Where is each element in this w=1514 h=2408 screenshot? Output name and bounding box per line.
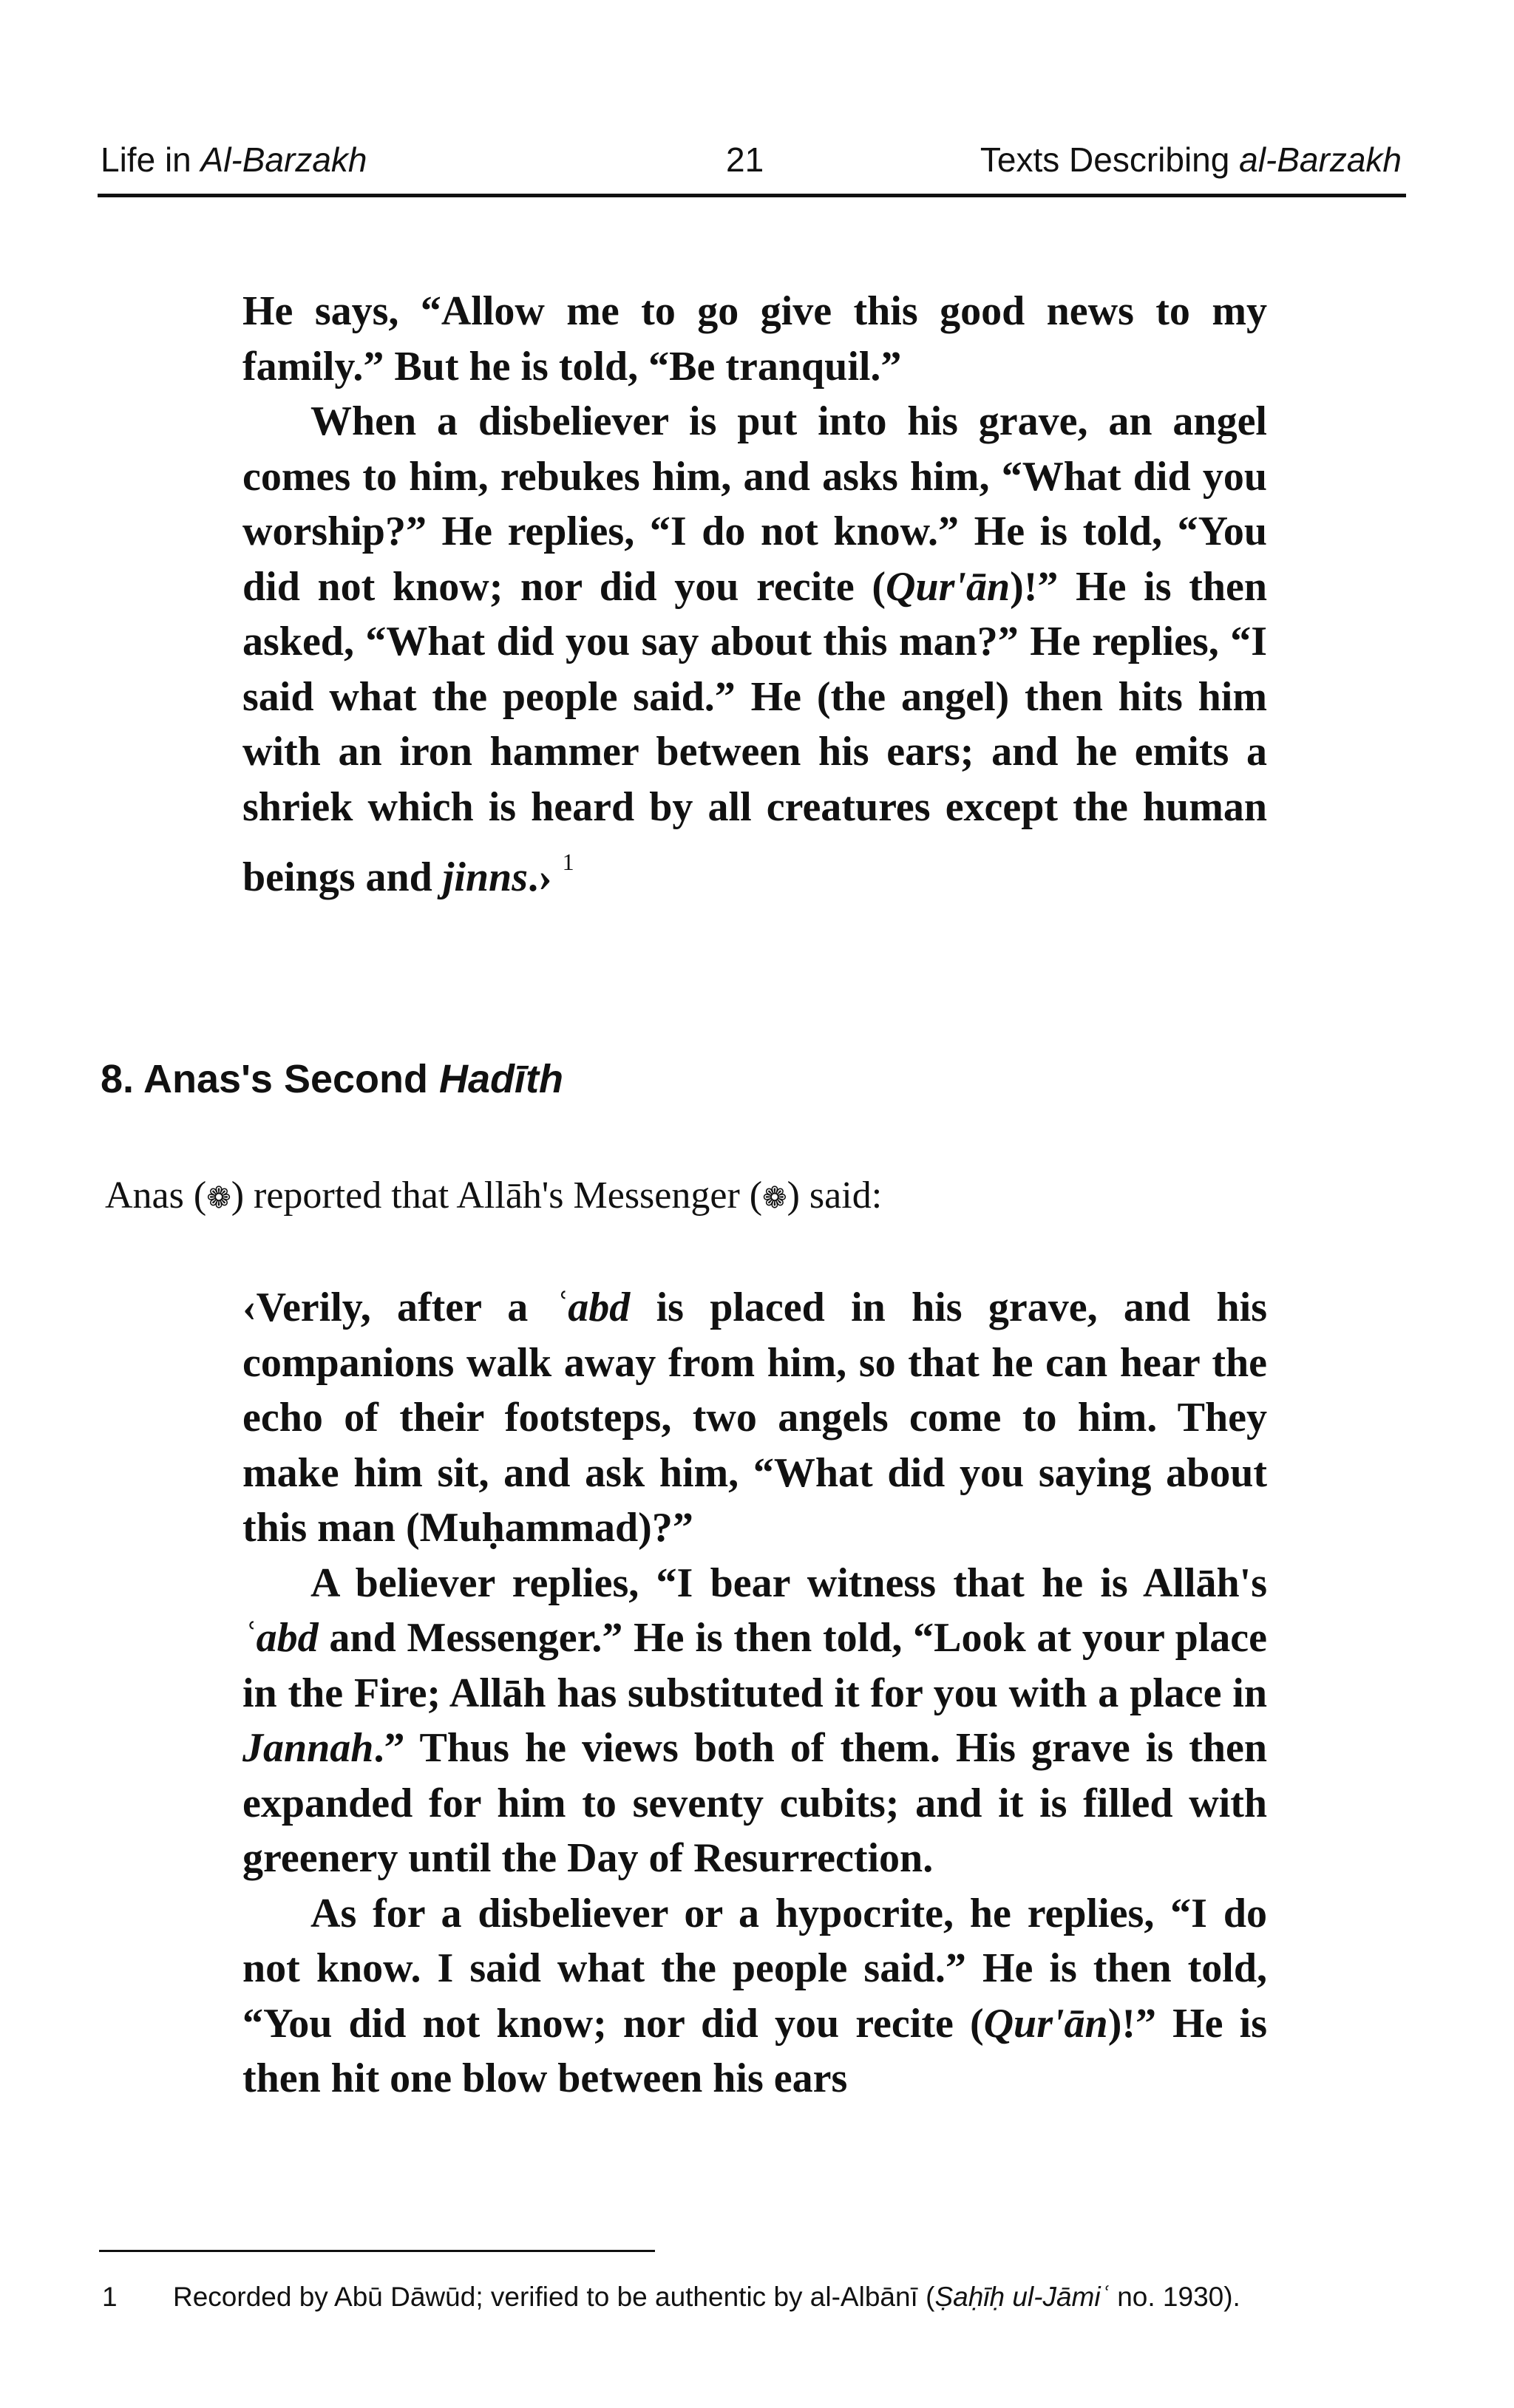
- honorific-glyph-icon: ❁: [762, 1181, 787, 1214]
- hadith-para-1: [242, 1280, 1267, 1556]
- italic-term: Qur'ān: [983, 2000, 1108, 2047]
- italic-term: Jannah: [242, 1725, 374, 1771]
- italic-term: Qur'ān: [886, 563, 1011, 610]
- text-run: When a disbeliever is put into his grave, an angel comes to him, rebukes him, and asks him, “What did you worship?” He replies, “I do not know.” He is told, “You did not know; nor did you recite (: [242, 398, 1267, 610]
- header-book-title: [101, 130, 367, 189]
- quote-para-2: [242, 394, 1267, 905]
- italic-term: Ṣaḥīḥ ul-Jāmiʿ: [934, 2282, 1110, 2312]
- text-run: .›: [528, 854, 552, 900]
- quote-block-1: [242, 284, 1267, 905]
- quote-block-2: [242, 1280, 1267, 2106]
- header-title-italic: Al-Barzakh: [200, 140, 367, 179]
- hadith-para-2: [242, 1556, 1267, 1886]
- text-run: Recorded by Abū Dāwūd; verified to be authentic by al-Albānī (: [173, 2282, 935, 2312]
- footnote-rule: [99, 2250, 655, 2252]
- text-run: is placed in his grave, and his companions walk away from him, so that he can hear the echo of their footsteps, two angels come to him. They make him sit, and ask him, “What did you saying about this man (Muḥammad)?”: [242, 1285, 1268, 1551]
- hadith-para-3: [242, 1886, 1267, 2106]
- section-heading: [101, 1050, 563, 1109]
- running-header: [101, 130, 1402, 189]
- text-run: As for a disbeliever or a hypocrite, he replies, “I do not know. I said what the people said.” He is then told, “You did not know; nor did you recite (: [242, 1890, 1267, 2047]
- italic-term: jinns: [442, 854, 528, 900]
- header-title-plain: Life in: [101, 140, 201, 179]
- footnote-number: 1: [102, 2282, 118, 2312]
- quote-para-1: He says, “Allow me to go give this good news to my family.” But he is told, “Be tranquil.”: [242, 288, 1267, 390]
- footnote-text: [173, 2276, 1403, 2318]
- page-number: 21: [726, 140, 764, 179]
- heading-text: 8. Anas's Second: [101, 1057, 439, 1101]
- text-run: ‹Verily, after a: [242, 1285, 554, 1330]
- header-chapter-title: [980, 130, 1402, 189]
- honorific-glyph-icon: ❁: [206, 1181, 231, 1214]
- text-run: no. 1930).: [1109, 2282, 1240, 2312]
- footnote-reference[interactable]: 1: [562, 848, 574, 875]
- header-chapter-italic: al-Barzakh: [1239, 140, 1402, 179]
- text-run: and Messenger.” He is then told, “Look at your place in the Fire; Allāh has substituted it for you with a place in: [242, 1615, 1267, 1716]
- text-run: )!” He is then hit one blow between his ears: [242, 2000, 1268, 2101]
- header-rule: [98, 194, 1406, 197]
- narration-intro: [105, 1166, 1406, 1228]
- text-run: A believer replies, “I bear witness that he is Allāh's: [310, 1560, 1267, 1606]
- header-chapter-plain: Texts Describing: [980, 140, 1240, 179]
- italic-term: ʿabd: [554, 1285, 631, 1330]
- text-run: Anas (: [105, 1174, 207, 1217]
- text-run: .” Thus he views both of them. His grave is then expanded for him to seventy cubits; and it is filled with greenery until the Day of Resurrection.: [242, 1725, 1267, 1881]
- text-run: ) said:: [787, 1174, 883, 1217]
- italic-term: ʿabd: [242, 1615, 319, 1661]
- text-run: ) reported that Allāh's Messenger (: [231, 1174, 763, 1217]
- text-run: )!” He is then asked, “What did you say about this man?” He replies, “I said what the people said.” He (the angel) then hits him with an iron hammer between his ears; and he emits a shriek which is heard by all creatures except the human beings and: [242, 563, 1267, 900]
- heading-italic: Hadīth: [439, 1057, 563, 1101]
